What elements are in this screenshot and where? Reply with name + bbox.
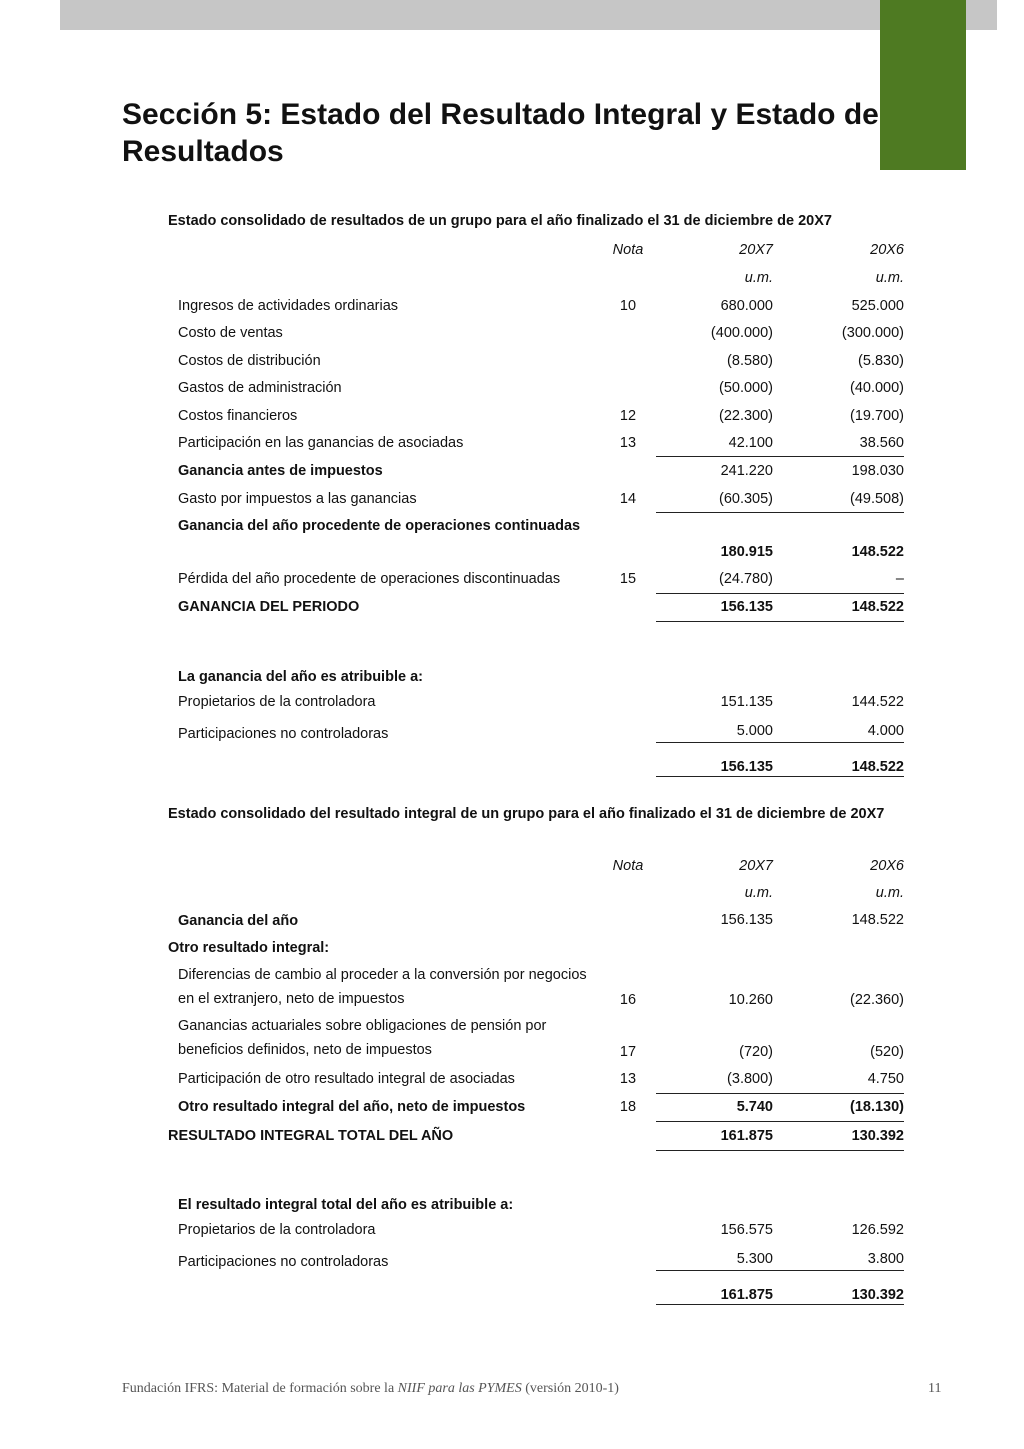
row-label: Propietarios de la controladora (178, 694, 376, 710)
subtotal-rule (656, 456, 904, 457)
year2-header: 20X6 (870, 242, 904, 258)
row-value-20x6: (5.830) (858, 353, 904, 369)
row-value-20x7: 180.915 (720, 544, 773, 560)
table-row (0, 293, 1024, 319)
year1-header: 20X7 (739, 858, 773, 874)
nota-header: Nota (612, 242, 644, 258)
row-value-20x6: – (895, 571, 904, 587)
row-label: Participaciones no controladoras (178, 726, 389, 742)
row-value-20x7: 5.300 (736, 1251, 773, 1267)
statement2-caption: Estado consolidado del resultado integral de un grupo para el año finalizado el 31 de diciembre de 20X7 (168, 806, 885, 822)
total-rule-top (656, 1121, 904, 1122)
row-value-20x7: (22.300) (718, 408, 773, 424)
row-value-20x6: 148.522 (851, 912, 904, 928)
row-note: 10 (619, 298, 637, 314)
row-value-20x6: 198.030 (851, 463, 904, 479)
row-value-20x7: (50.000) (718, 380, 773, 396)
row-value-20x6: 3.800 (867, 1251, 904, 1267)
unit1: u.m. (744, 270, 773, 286)
table-row-subtotal (0, 458, 1024, 484)
table-row (0, 430, 1024, 456)
year2-header: 20X6 (870, 858, 904, 874)
row-label: Ingresos de actividades ordinarias (178, 298, 399, 314)
table-row (0, 1217, 1024, 1243)
row-value-20x6: 38.560 (859, 435, 904, 451)
row-label: Participación en las ganancias de asociadas (178, 435, 464, 451)
total-rule-bottom (656, 776, 904, 777)
total-value-20x6: 148.522 (851, 759, 904, 775)
row-value-20x7: 151.135 (720, 694, 773, 710)
table-row-total (0, 594, 1024, 620)
row-value-20x6: (40.000) (849, 380, 904, 396)
row-label: Ganancia antes de impuestos (178, 463, 383, 479)
table-row-subtotal (0, 1094, 1024, 1120)
row-value-20x7: (24.780) (718, 571, 773, 587)
unit2: u.m. (875, 885, 904, 901)
row-value-20x6: 4.000 (867, 723, 904, 739)
row-label: Participaciones no controladoras (178, 1254, 389, 1270)
header-bar (60, 0, 997, 30)
footer-suffix: (versión 2010-1) (521, 1381, 619, 1396)
row-value-20x6: 148.522 (851, 544, 904, 560)
table-row (0, 1066, 1024, 1092)
row-note: 13 (619, 1071, 637, 1087)
total-value-20x7: 161.875 (720, 1287, 773, 1303)
row-label: Otro resultado integral: (168, 940, 330, 956)
table-row (0, 486, 1024, 512)
row-label: Participación de otro resultado integral de asociadas (178, 1071, 515, 1087)
row-value-20x6: 144.522 (851, 694, 904, 710)
row-value-20x7: (3.800) (727, 1071, 773, 1087)
table-row-heading (0, 935, 1024, 961)
row-note: 14 (619, 491, 637, 507)
row-value-20x7: 156.135 (720, 599, 773, 615)
total-rule-top (656, 742, 904, 743)
row-value-20x6: 525.000 (851, 298, 904, 314)
row-note: 18 (619, 1099, 637, 1115)
row-label: Ganancia del año (178, 913, 299, 929)
table-row (0, 320, 1024, 346)
row-value-20x6: (300.000) (841, 325, 904, 341)
unit1: u.m. (744, 885, 773, 901)
year1-header: 20X7 (739, 242, 773, 258)
row-value-20x7: 5.000 (736, 723, 773, 739)
table-row (0, 718, 1024, 744)
row-label: Ganancias actuariales sobre obligaciones de pensión por beneficios definidos, neto de impuestos (178, 1018, 547, 1058)
table-row (0, 375, 1024, 401)
table-row-total (0, 1123, 1024, 1149)
row-value-20x7: 161.875 (720, 1128, 773, 1144)
total-rule-top (656, 1270, 904, 1271)
table-row (0, 689, 1024, 715)
table-row (0, 403, 1024, 429)
attribution-title: La ganancia del año es atribuible a: (178, 669, 423, 685)
row-note: 13 (619, 435, 637, 451)
row-value-20x6: (18.130) (849, 1099, 904, 1115)
row-value-20x7: 5.740 (736, 1099, 773, 1115)
row-value-20x6: (49.508) (849, 491, 904, 507)
statement1-unit-row (0, 265, 1024, 291)
row-label: Diferencias de cambio al proceder a la conversión por negocios en el extranjero, neto de impuestos (178, 967, 587, 1007)
table-row (0, 1014, 1024, 1064)
row-label: Costos financieros (178, 408, 298, 424)
row-label: Propietarios de la controladora (178, 1222, 376, 1238)
row-label: Otro resultado integral del año, neto de impuestos (178, 1099, 526, 1115)
row-note: 17 (619, 1044, 637, 1060)
row-note: 16 (619, 992, 637, 1008)
row-value-20x7: 241.220 (720, 463, 773, 479)
row-value-20x7: (720) (739, 1044, 773, 1060)
table-row (0, 566, 1024, 592)
row-value-20x6: 126.592 (851, 1222, 904, 1238)
statement2-unit-row (0, 880, 1024, 906)
table-row (0, 348, 1024, 374)
attribution-title: El resultado integral total del año es atribuible a: (178, 1197, 514, 1213)
page-title: Sección 5: Estado del Resultado Integral y Estado de Resultados (122, 98, 879, 168)
subtotal-rule (656, 512, 904, 513)
row-label: Gasto por impuestos a las ganancias (178, 491, 417, 507)
row-label: Gastos de administración (178, 380, 342, 396)
unit2: u.m. (875, 270, 904, 286)
total-value-20x6: 130.392 (851, 1287, 904, 1303)
row-label: RESULTADO INTEGRAL TOTAL DEL AÑO (168, 1128, 454, 1144)
total-rule-bottom (656, 1304, 904, 1305)
statement1-header-row (0, 237, 1024, 263)
page-number: 11 (928, 1381, 942, 1396)
row-label: Costos de distribución (178, 353, 321, 369)
section-accent-block (880, 0, 966, 170)
table-row (0, 963, 1024, 1013)
row-value-20x6: 4.750 (867, 1071, 904, 1087)
row-note: 12 (619, 408, 637, 424)
row-label: Costo de ventas (178, 325, 283, 341)
row-value-20x6: (19.700) (849, 408, 904, 424)
footer-prefix: Fundación IFRS: Material de formación sobre la (122, 1381, 398, 1396)
footer-standard-name: NIIF para las PYMES (397, 1381, 522, 1396)
statement1-caption: Estado consolidado de resultados de un grupo para el año finalizado el 31 de diciembre de 20X7 (168, 213, 832, 229)
row-value-20x7: (8.580) (727, 353, 773, 369)
row-note: 15 (619, 571, 637, 587)
row-value-20x7: 156.575 (720, 1222, 773, 1238)
total-value-20x7: 156.135 (720, 759, 773, 775)
row-value-20x6: 130.392 (851, 1128, 904, 1144)
row-value-20x7: 10.260 (728, 992, 773, 1008)
row-value-20x7: (60.305) (718, 491, 773, 507)
row-value-20x6: (520) (870, 1044, 904, 1060)
table-row (0, 907, 1024, 933)
row-value-20x6: 148.522 (851, 599, 904, 615)
row-value-20x7: 680.000 (720, 298, 773, 314)
row-value-20x7: (400.000) (710, 325, 773, 341)
table-row-subtotal (0, 514, 1024, 566)
row-value-20x7: 156.135 (720, 912, 773, 928)
row-value-20x6: (22.360) (849, 992, 904, 1008)
row-value-20x7: 42.100 (728, 435, 773, 451)
statement2-header-row (0, 853, 1024, 879)
attribution-title-row (0, 664, 1024, 690)
footer-text (122, 1381, 619, 1397)
total-rule-bottom (656, 621, 904, 622)
row-label: GANANCIA DEL PERIODO (178, 599, 360, 615)
attribution-title-row (0, 1192, 1024, 1218)
nota-header: Nota (612, 858, 644, 874)
row-label: Ganancia del año procedente de operaciones continuadas (178, 518, 581, 534)
total-rule-bottom (656, 1150, 904, 1151)
row-label: Pérdida del año procedente de operaciones discontinuadas (178, 571, 561, 587)
table-row (0, 1246, 1024, 1272)
